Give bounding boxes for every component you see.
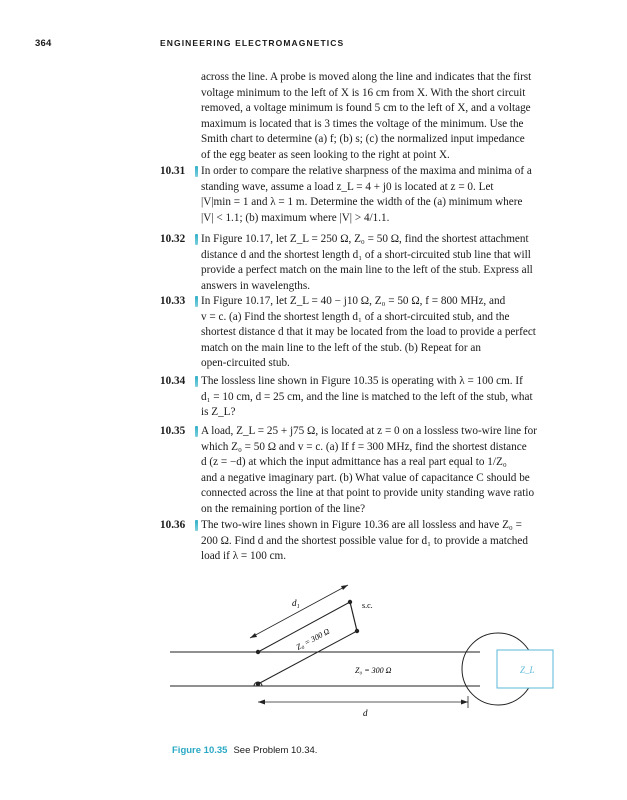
short-circuit	[350, 602, 357, 631]
difficulty-marker-icon	[195, 234, 198, 245]
problem-line: |V| < 1.1; (b) maximum where |V| > 4/1.1.	[201, 211, 390, 224]
difficulty-marker-icon	[195, 296, 198, 307]
problem-line: |V|min = 1 and λ = 1 m. Determine the width of the (a) minimum where	[201, 196, 523, 209]
problem-line: In order to compare the relative sharpness of the maxima and minima of a	[201, 165, 532, 177]
figure-caption-text: See Problem 10.34.	[233, 745, 318, 756]
junction-dot	[348, 600, 352, 604]
d1-arrowhead	[250, 633, 257, 638]
problem-line: d₁ = 10 cm, d = 25 cm, and the line is matched to the left of the stub, what	[201, 390, 533, 403]
d1-label: d₁	[292, 598, 300, 608]
intro-paragraph	[201, 70, 576, 164]
problem-number: 10.33	[160, 295, 186, 307]
difficulty-marker-icon	[195, 520, 198, 531]
problem-text	[201, 374, 581, 421]
problem-number: 10.35	[160, 425, 186, 437]
problem-line: open-circuited stub.	[201, 357, 290, 370]
stub-impedance-label: Z₀ = 300 Ω	[294, 626, 332, 652]
problem-text	[201, 518, 581, 565]
problem-line: provide a perfect match on the main line to the left of the stub. Express all	[201, 264, 533, 277]
problem-number: 10.36	[160, 519, 186, 531]
problem-line: 200 Ω. Find d and the shortest possible value for d₁ to provide a matched	[201, 534, 528, 547]
problem-line: In Figure 10.17, let Z_L = 250 Ω, Z₀ = 50 Ω, find the shortest attachment	[201, 233, 529, 245]
figure-10-35-diagram	[170, 578, 590, 738]
figure-caption	[172, 745, 317, 756]
problem-line: d (z = −d) at which the input admittance has a real part equal to 1/Z₀	[201, 456, 507, 469]
problem-line: is Z_L?	[201, 406, 236, 419]
intro-line: across the line. A probe is moved along the line and indicates that the first	[201, 71, 532, 83]
intro-line: Smith chart to determine (a) f; (b) s; (c) the normalized input impedance	[201, 133, 525, 146]
running-head	[0, 38, 627, 52]
problem-line: v = c. (a) Find the shortest length d₁ of a short-circuited stub, and the	[201, 310, 510, 323]
d-label: d	[363, 708, 368, 718]
problem-line: The lossless line shown in Figure 10.35 is operating with λ = 100 cm. If	[201, 375, 523, 387]
intro-line: removed, a voltage minimum is found 5 cm to the left of X, and a voltage	[201, 102, 531, 115]
intro-line: maximum is located that is 3 times the voltage of the minimum. Use the	[201, 117, 524, 130]
junction-dot	[256, 650, 260, 654]
problem-number: 10.32	[160, 233, 186, 245]
difficulty-marker-icon	[195, 376, 198, 387]
junction-dot	[256, 682, 260, 686]
problem-number: 10.34	[160, 375, 186, 387]
problem-line: connected across the line at that point to provide unity standing wave ratio	[201, 487, 535, 500]
problem-text	[201, 232, 581, 294]
difficulty-marker-icon	[195, 426, 198, 437]
figure-caption-label: Figure 10.35	[172, 745, 228, 756]
short-circuit-label: s.c.	[362, 601, 373, 610]
junction-dot	[355, 629, 359, 633]
main-impedance-label: Z₀ = 300 Ω	[355, 666, 392, 675]
problem-line: load if λ = 100 cm.	[201, 550, 287, 563]
problem-text	[201, 294, 581, 372]
problem-text	[201, 424, 581, 518]
page-number: 364	[35, 38, 52, 49]
problem-line: which Z₀ = 50 Ω and v = c. (a) If f = 300 MHz, find the shortest distance	[201, 440, 527, 453]
intro-line: of the egg beater as seen looking to the right at point X.	[201, 148, 450, 161]
running-title: ENGINEERING ELECTROMAGNETICS	[160, 38, 345, 48]
problem-line: In Figure 10.17, let Z_L = 40 − j10 Ω, Z₀ = 50 Ω, f = 800 MHz, and	[201, 295, 506, 307]
d-arrowhead	[258, 700, 265, 705]
problem-line: and a negative imaginary part. (b) What value of capacitance C should be	[201, 471, 530, 484]
d1-arrowhead	[341, 585, 348, 590]
problem-line: match on the main line to the left of the stub. (b) Repeat for an	[201, 341, 481, 354]
load-label: Z_L	[520, 665, 535, 675]
intro-line: voltage minimum to the left of X is 16 cm from X. With the short circuit	[201, 86, 526, 99]
problem-line: answers in wavelengths.	[201, 279, 311, 292]
problem-text	[201, 164, 581, 226]
problem-line: shortest distance d that it may be located from the load to provide a perfect	[201, 326, 536, 339]
problem-line: distance d and the shortest length d₁ of a short-circuited stub line that will	[201, 248, 531, 261]
d-arrowhead	[461, 700, 468, 705]
difficulty-marker-icon	[195, 166, 198, 177]
problem-line: standing wave, assume a load z_L = 4 + j0 is located at z = 0. Let	[201, 180, 494, 193]
problem-line: A load, Z_L = 25 + j75 Ω, is located at z = 0 on a lossless two-wire line for	[201, 425, 537, 437]
problem-number: 10.31	[160, 165, 186, 177]
problem-line: The two-wire lines shown in Figure 10.36 are all lossless and have Z₀ =	[201, 519, 522, 531]
problem-line: on the remaining portion of the line?	[201, 502, 366, 515]
